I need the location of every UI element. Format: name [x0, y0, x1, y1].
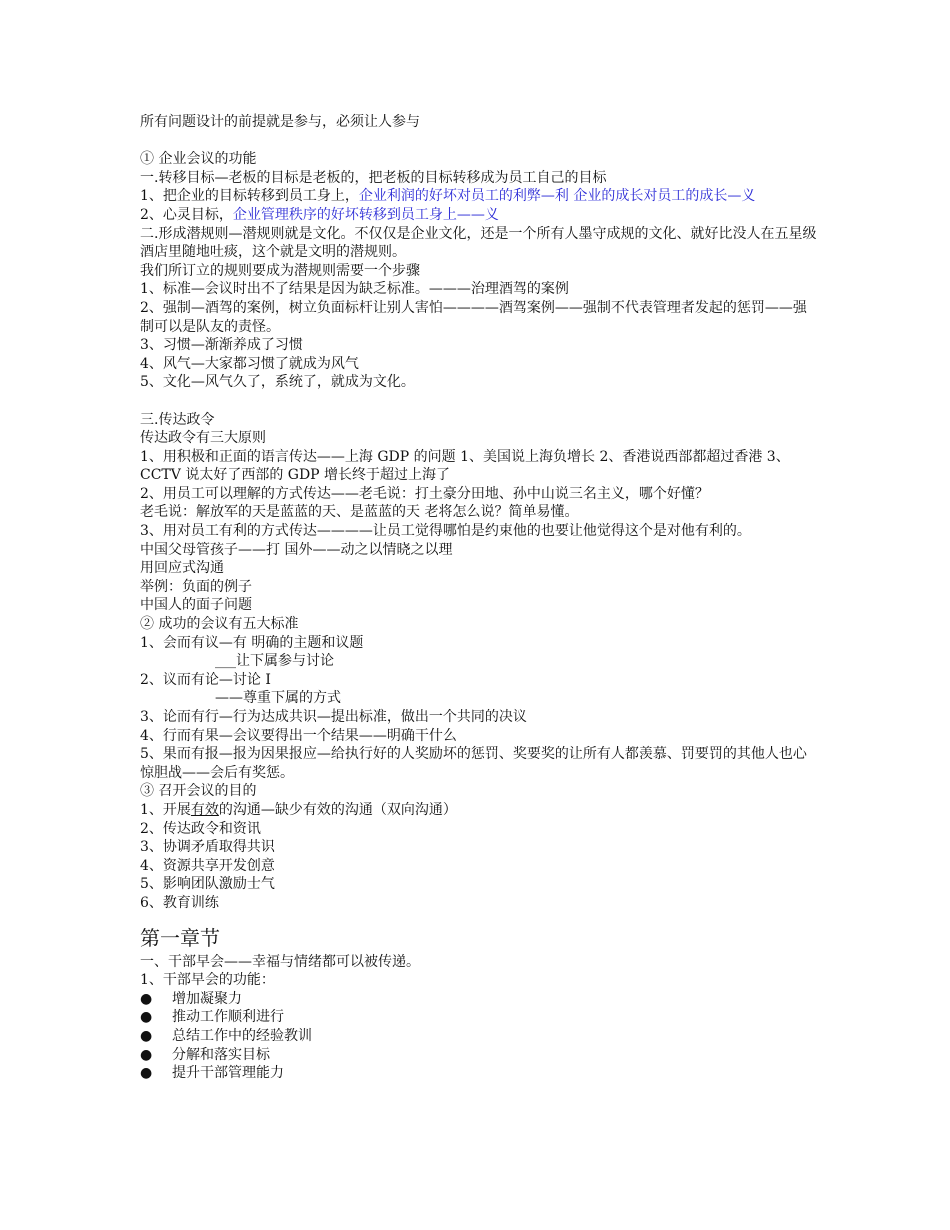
standard-1: 1、会而有议—有 明确的主题和议题: [140, 634, 364, 651]
purpose-2: 2、传达政令和资讯: [140, 820, 261, 837]
bullet-list-item: [140, 1046, 820, 1065]
section-meeting-functions-title: ① 企业会议的功能: [140, 151, 257, 168]
purpose-4: 4、资源共享开发创意: [140, 857, 275, 874]
bullet-icon: ●: [140, 1009, 153, 1026]
section-standards-title: ② 成功的会议有五大标准: [140, 616, 299, 633]
negative-example: 举例：负面的例子: [140, 578, 252, 595]
meeting-function-2: 二.形成潜规则—潜规则就是文化。不仅仅是企业文化，还是一个所有人墨守成规的文化、就好比没人在五星级酒店里随地吐痰，这个就是文明的潜规则。: [140, 225, 817, 261]
bullet-list-item: [140, 1064, 820, 1083]
orders-principles: 传达政令有三大原则: [140, 430, 266, 447]
bullet-icon: ●: [140, 1046, 153, 1063]
section-purposes-title: ③ 召开会议的目的: [140, 783, 257, 800]
bullet-text: 提升干部管理能力: [172, 1065, 284, 1082]
rule-step-4: 4、风气—大家都习惯了就成为风气: [140, 355, 359, 372]
meeting-function-1-item-1: [140, 187, 820, 206]
cadre-morning-meeting: 一、干部早会——幸福与情绪都可以被传递。: [140, 953, 420, 970]
standard-2-detail: ——尊重下属的方式: [215, 690, 341, 707]
rule-step-2: 2、强制—酒驾的案例，树立负面标杆让别人害怕————酒驾案例——强制不代表管理者发起的惩罚——强制可以是队友的责怪。: [140, 299, 807, 335]
item-text: 1、把企业的目标转移到员工身上，: [140, 188, 359, 205]
standard-3: 3、论而有行—行为达成共识—提出标准，做出一个共同的决议: [140, 709, 527, 725]
purpose-5: 5、影响团队激励士气: [140, 876, 275, 893]
item-text: 2、心灵目标，: [140, 206, 233, 223]
rule-step-3: 3、习惯—渐渐养成了习惯: [140, 337, 303, 354]
bullet-icon: ●: [140, 1027, 153, 1044]
blue-highlight-text: 企业利润的好坏对员工的利弊—利 企业的成长对员工的成长—义: [358, 188, 756, 205]
section-orders-title: 三.传达政令: [140, 411, 215, 428]
meeting-function-1: 一.转移目标—老板的目标是老板的，把老板的目标转移成为员工自己的目标: [140, 169, 607, 186]
bullet-text: 推动工作顺利进行: [172, 1009, 284, 1026]
rule-step-5: 5、文化—风气久了，系统了，就成为文化。: [140, 374, 415, 391]
rule-step-1: 1、标准—会议时出不了结果是因为缺乏标准。———治理酒驾的案例: [140, 281, 569, 298]
orders-principle-2: 2、用员工可以理解的方式传达——老毛说：打土豪分田地、孙中山说三名主义，哪个好懂？: [140, 485, 709, 502]
item-text: 1、开展: [140, 801, 191, 818]
face-issue: 中国人的面子问题: [140, 597, 252, 614]
bullet-icon: ●: [140, 1065, 153, 1082]
bullet-icon: ●: [140, 990, 153, 1007]
bullet-list-item: [140, 1008, 820, 1027]
bullet-text: 分解和落实目标: [172, 1046, 270, 1063]
purpose-3: 3、协调矛盾取得共识: [140, 839, 275, 856]
orders-principle-3: 3、用对员工有利的方式传达————让员工觉得哪怕是约束他的也要让他觉得这个是对他有利的。: [140, 523, 751, 540]
blank-line: [140, 132, 820, 151]
bullet-list-item: [140, 1027, 820, 1046]
purpose-6: 6、教育训练: [140, 894, 219, 911]
bullet-text: 增加凝聚力: [172, 990, 242, 1007]
blue-highlight-text: 企业管理秩序的好坏转移到员工身上——义: [232, 206, 499, 223]
orders-principle-1: 1、用积极和正面的语言传达——上海 GDP 的问题 1、美国说上海负增长 2、香港说西部都超过香港 3、CCTV 说太好了西部的 GDP 增长终于超过上海了: [140, 448, 790, 484]
purpose-1: [140, 801, 820, 820]
item-text: 的沟通—缺少有效的沟通（双向沟通）: [218, 801, 457, 818]
rule-steps-intro: 我们所订立的规则要成为潜规则需要一个步骤: [140, 262, 420, 279]
standard-2: 2、议而有论—讨论 I: [140, 671, 271, 688]
meeting-function-1-item-2: [140, 206, 820, 225]
responsive-communication: 用回应式沟通: [140, 560, 224, 577]
orders-principle-2-example: 老毛说：解放军的天是蓝蓝的天、是蓝蓝的天 老将怎么说？简单易懂。: [140, 504, 579, 521]
underlined-text: 有效: [190, 801, 219, 818]
blank-line: [140, 392, 820, 411]
cadre-meeting-functions: 1、干部早会的功能：: [140, 972, 275, 989]
standard-1-detail: ___让下属参与讨论: [215, 653, 334, 670]
bullet-list-item: [140, 990, 820, 1009]
standard-4: 4、行而有果—会议要得出一个结果——明确干什么: [140, 727, 457, 744]
orders-principle-3-example: 中国父母管孩子——打 国外——动之以情晓之以理: [140, 541, 453, 558]
bullet-text: 总结工作中的经验教训: [172, 1027, 312, 1044]
intro-line: 所有问题设计的前提就是参与，必须让人参与: [140, 114, 420, 130]
document-page: [140, 113, 820, 1083]
standard-5: 5、果而有报—报为因果报应—给执行好的人奖励坏的惩罚、奖要奖的让所有人都羡慕、罚要罚的其他人也心惊胆战——会后有奖惩。: [140, 746, 807, 781]
chapter-heading: 第一章节: [140, 925, 220, 950]
